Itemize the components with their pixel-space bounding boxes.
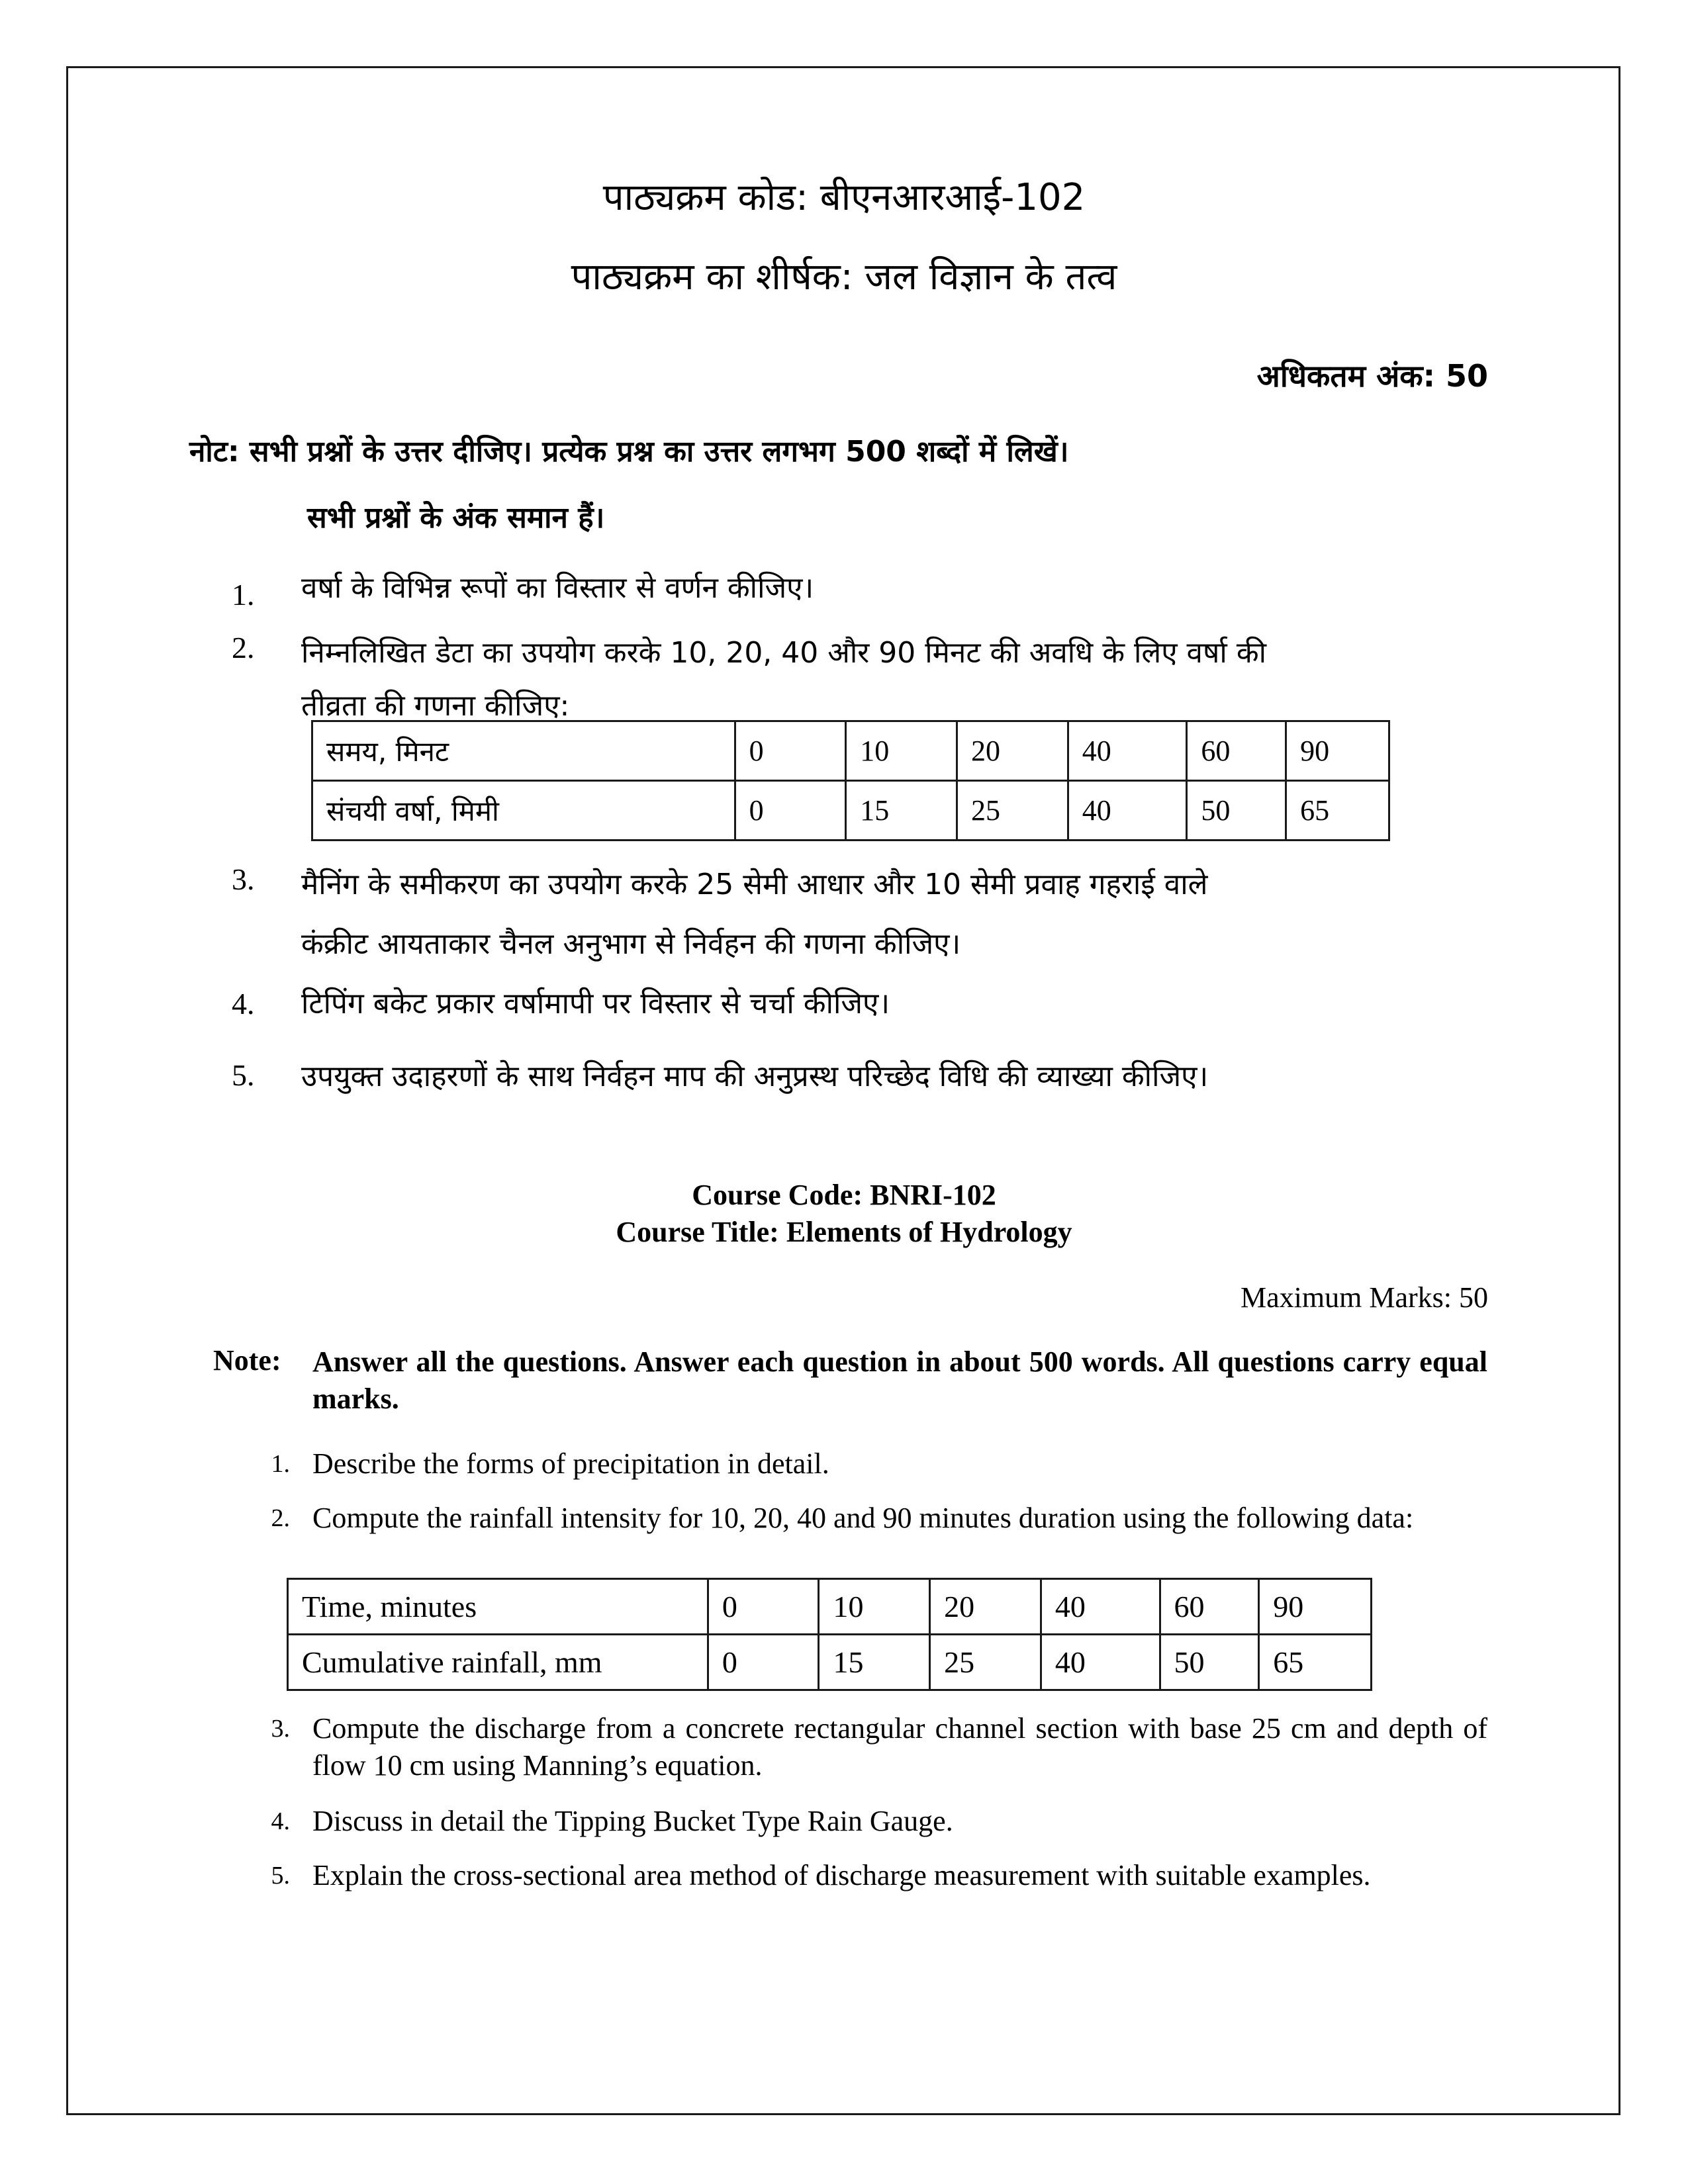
hindi-q2-line2: तीव्रता की गणना कीजिए: [301,689,570,723]
table-cell: 20 [957,721,1068,781]
table-cell: 0 [708,1579,819,1635]
table-cell: 40 [1041,1579,1160,1635]
english-q4-number: 4. [271,1807,290,1835]
table-cell: 0 [735,781,846,841]
english-q5-text: Explain the cross-sectional area method of discharge measurement with suitable examples. [312,1859,1371,1891]
table-cell: 10 [846,721,957,781]
english-course-title: Course Title: Elements of Hydrology [616,1216,1072,1248]
english-note-text: Answer all the questions. Answer each question in about 500 words. All questions carry equal marks. [312,1345,1487,1415]
hindi-q1-text: वर्षा के विभिन्न रूपों का विस्तार से वर्णन कीजिए। [301,571,814,605]
english-q1-number: 1. [271,1450,290,1478]
table-cell: 65 [1259,1635,1372,1690]
table-cell: संचयी वर्षा, मिमी [312,781,735,841]
table-row [312,781,1389,841]
table-cell: Time, minutes [288,1579,708,1635]
hindi-q5-number: 5. [232,1058,255,1092]
hindi-q4-number: 4. [232,987,255,1021]
hindi-q3-number: 3. [232,862,255,896]
table-cell: 15 [819,1635,930,1690]
english-max-marks: Maximum Marks: 50 [1241,1281,1488,1314]
table-cell: 90 [1286,721,1389,781]
hindi-q3-line1: मैनिंग के समीकरण का उपयोग करके 25 सेमी आधार और 10 सेमी प्रवाह गहराई वाले [301,868,1208,901]
table-cell: 60 [1187,721,1286,781]
table-cell: 50 [1160,1635,1259,1690]
hindi-q2-line1: निम्नलिखित डेटा का उपयोग करके 10, 20, 40 और 90 मिनट की अवधि के लिए वर्षा की [301,636,1267,670]
table-cell: 40 [1068,781,1187,841]
english-rainfall-table [287,1578,1372,1691]
table-row [288,1579,1372,1635]
table-cell: 10 [819,1579,930,1635]
table-cell: 0 [708,1635,819,1690]
table-cell: समय, मिनट [312,721,735,781]
table-cell: 0 [735,721,846,781]
hindi-note-line1: नोट: सभी प्रश्नों के उत्तर दीजिए। प्रत्येक प्रश्न का उत्तर लगभग 500 शब्दों में लिखें। [189,435,1069,469]
hindi-course-title: पाठ्यक्रम का शीर्षक: जल विज्ञान के तत्व [571,255,1117,298]
english-q2-number: 2. [271,1504,290,1532]
hindi-max-marks: अधिकतम अंक: 50 [1256,358,1488,394]
english-q3-text: Compute the discharge from a concrete rectangular channel section with base 25 cm and depth of flow 10 cm using Manning’s equation. [312,1712,1487,1782]
english-q5-number: 5. [271,1862,290,1889]
table-cell: 20 [930,1579,1041,1635]
hindi-q3-line2: कंक्रीट आयताकार चैनल अनुभाग से निर्वहन की गणना कीजिए। [301,927,961,961]
english-q1-text: Describe the forms of precipitation in detail. [312,1447,829,1480]
hindi-rainfall-table [311,720,1390,841]
english-q2-text: Compute the rainfall intensity for 10, 20, 40 and 90 minutes duration using the following data: [312,1502,1414,1534]
table-cell: 25 [930,1635,1041,1690]
table-cell: 65 [1286,781,1389,841]
hindi-note-line2: सभी प्रश्नों के अंक समान हैं। [307,501,605,535]
hindi-course-code: पाठ्यक्रम कोड: बीएनआरआई-102 [602,176,1086,219]
table-cell: 50 [1187,781,1286,841]
table-cell: 40 [1068,721,1187,781]
table-cell: 25 [957,781,1068,841]
hindi-q1-number: 1. [232,578,255,612]
table-cell: Cumulative rainfall, mm [288,1635,708,1690]
table-row [312,721,1389,781]
table-cell: 90 [1259,1579,1372,1635]
english-q3-number: 3. [271,1715,290,1743]
hindi-q2-number: 2. [232,631,255,664]
english-q4-text: Discuss in detail the Tipping Bucket Type Rain Gauge. [312,1805,953,1837]
hindi-q4-text: टिपिंग बकेट प्रकार वर्षामापी पर विस्तार से चर्चा कीजिए। [301,987,890,1021]
table-cell: 15 [846,781,957,841]
table-cell: 60 [1160,1579,1259,1635]
table-row [288,1635,1372,1690]
english-course-code: Course Code: BNRI-102 [692,1179,996,1211]
hindi-q5-text: उपयुक्त उदाहरणों के साथ निर्वहन माप की अनुप्रस्थ परिच्छेद विधि की व्याख्या कीजिए। [301,1060,1209,1093]
english-note-label: Note: [213,1344,281,1377]
table-cell: 40 [1041,1635,1160,1690]
